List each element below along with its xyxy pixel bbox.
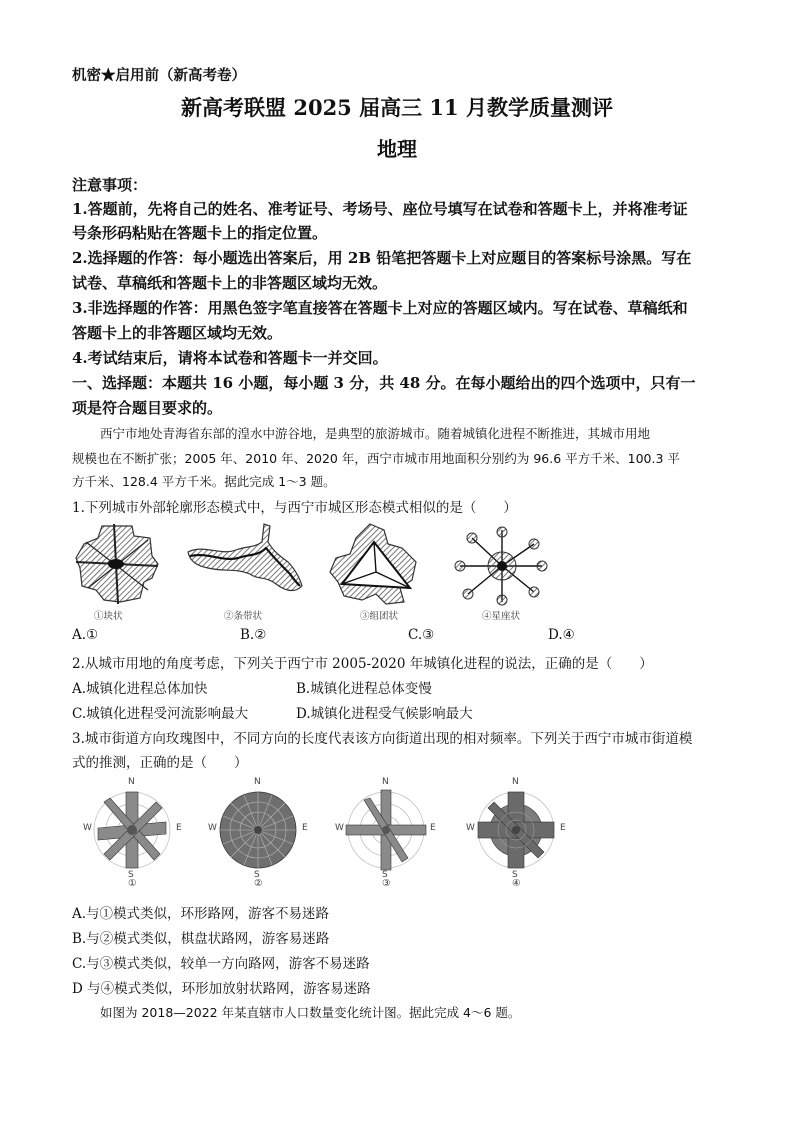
rose4-caption: ④ xyxy=(512,878,521,889)
note-3b: 答题卡上的非答题区域均无效。 xyxy=(72,324,283,342)
street-rose-4-figure xyxy=(474,788,558,872)
exam-title: 新高考联盟 2025 届高三 11 月教学质量测评 xyxy=(181,95,613,120)
rose3-west-label: W xyxy=(335,823,344,833)
rose3-south-label: S xyxy=(382,870,388,880)
q2-option-d[interactable]: D.城镇化进程受气候影响最大 xyxy=(296,706,473,722)
caption-fig-1: ①块状 xyxy=(94,611,123,622)
q2-stem: 2.从城市用地的角度考虑，下列关于西宁市 2005-2020 年城镇化进程的说法，正确的是（ ） xyxy=(72,656,653,672)
q3-option-b[interactable]: B.与②模式类似，棋盘状路网，游客易迷路 xyxy=(72,931,330,947)
caption-fig-4: ④星座状 xyxy=(482,611,521,622)
city-form-block-figure xyxy=(74,522,160,606)
caption-fig-2: ②条带状 xyxy=(224,611,263,622)
rose3-caption: ③ xyxy=(382,878,391,889)
rose1-caption: ① xyxy=(128,878,137,889)
note-3a: 3.非选择题的作答：用黑色签字笔直接答在答题卡上对应的答题区域内。写在试卷、草稿纸和 xyxy=(72,299,688,317)
q1-option-d[interactable]: D.④ xyxy=(548,627,575,643)
city-form-constellation-figure xyxy=(450,522,550,606)
rose1-south-label: S xyxy=(128,870,134,880)
q3-option-c[interactable]: C.与③模式类似，较单一方向路网，游客不易迷路 xyxy=(72,956,370,972)
rose1-east-label: E xyxy=(176,823,182,833)
q2-option-b[interactable]: B.城镇化进程总体变慢 xyxy=(296,681,432,697)
rose4-east-label: E xyxy=(560,823,566,833)
note-1b: 号条形码粘贴在答题卡上的指定位置。 xyxy=(72,224,328,242)
rose1-north-label: N xyxy=(128,777,135,787)
section-heading-1: 一、选择题：本题共 16 小题，每小题 3 分，共 48 分。在每小题给出的四个选项中，只有一 xyxy=(72,374,696,392)
q2-option-a[interactable]: A.城镇化进程总体加快 xyxy=(72,681,208,697)
rose1-west-label: W xyxy=(83,823,92,833)
rose2-south-label: S xyxy=(254,870,260,880)
city-form-strip-figure xyxy=(184,522,304,606)
q3-stem-1: 3.城市街道方向玫瑰图中，不同方向的长度代表该方向街道出现的相对频率。下列关于西宁市城市街道模 xyxy=(72,731,693,747)
q3-option-d[interactable]: D 与④模式类似，环形加放射状路网，游客易迷路 xyxy=(72,981,371,997)
q1-option-a[interactable]: A.① xyxy=(72,627,99,643)
caption-fig-3: ③组团状 xyxy=(360,611,399,622)
q4-6-intro: 如图为 2018—2022 年某直辖市人口数量变化统计图。据此完成 4～6 题。 xyxy=(100,1005,521,1020)
q1-stem: 1.下列城市外部轮廓形态模式中，与西宁市城区形态模式相似的是（ ） xyxy=(72,500,517,516)
q2-option-c[interactable]: C.城镇化进程受河流影响最大 xyxy=(72,706,249,722)
rose4-south-label: S xyxy=(512,870,518,880)
notes-heading: 注意事项： xyxy=(72,176,148,194)
city-form-cluster-figure xyxy=(328,522,424,606)
q3-stem-2: 式的推测，正确的是（ ） xyxy=(72,755,248,771)
rose3-east-label: E xyxy=(430,823,436,833)
rose2-north-label: N xyxy=(254,777,261,787)
note-1a: 1.答题前，先将自己的姓名、准考证号、考场号、座位号填写在试卷和答题卡上，并将准考证 xyxy=(72,200,688,218)
intro-line-3: 方千米、128.4 平方千米。据此完成 1～3 题。 xyxy=(72,474,336,489)
subject-title: 地理 xyxy=(377,137,417,161)
q1-option-c[interactable]: C.③ xyxy=(408,627,435,643)
street-rose-2-figure xyxy=(216,788,300,872)
note-2a: 2.选择题的作答：每小题选出答案后，用 2B 铅笔把答题卡上对应题目的答案标号涂黑。写在 xyxy=(72,249,692,267)
note-4: 4.考试结束后，请将本试卷和答题卡一并交回。 xyxy=(72,349,388,367)
intro-line-2: 规模也在不断扩张；2005 年、2010 年、2020 年，西宁市城市用地面积分别约为 96.6 平方千米、100.3 平 xyxy=(72,451,680,466)
q3-option-a[interactable]: A.与①模式类似，环形路网，游客不易迷路 xyxy=(72,906,330,922)
rose4-west-label: W xyxy=(466,823,475,833)
street-rose-3-figure xyxy=(344,788,428,872)
rose3-north-label: N xyxy=(382,777,389,787)
rose2-west-label: W xyxy=(208,823,217,833)
q1-option-b[interactable]: B.② xyxy=(240,627,267,643)
intro-line-1: 西宁市地处青海省东部的湟水中游谷地，是典型的旅游城市。随着城镇化进程不断推进，其城市用地 xyxy=(100,426,651,441)
rose4-north-label: N xyxy=(512,777,519,787)
street-rose-1-figure xyxy=(90,788,174,872)
rose2-caption: ② xyxy=(254,878,263,889)
rose2-east-label: E xyxy=(302,823,308,833)
section-heading-2: 项是符合题目要求的。 xyxy=(72,399,223,417)
note-2b: 试卷、草稿纸和答题卡上的非答题区域均无效。 xyxy=(72,274,388,292)
confidential-label: 机密★启用前（新高考卷） xyxy=(72,67,246,84)
